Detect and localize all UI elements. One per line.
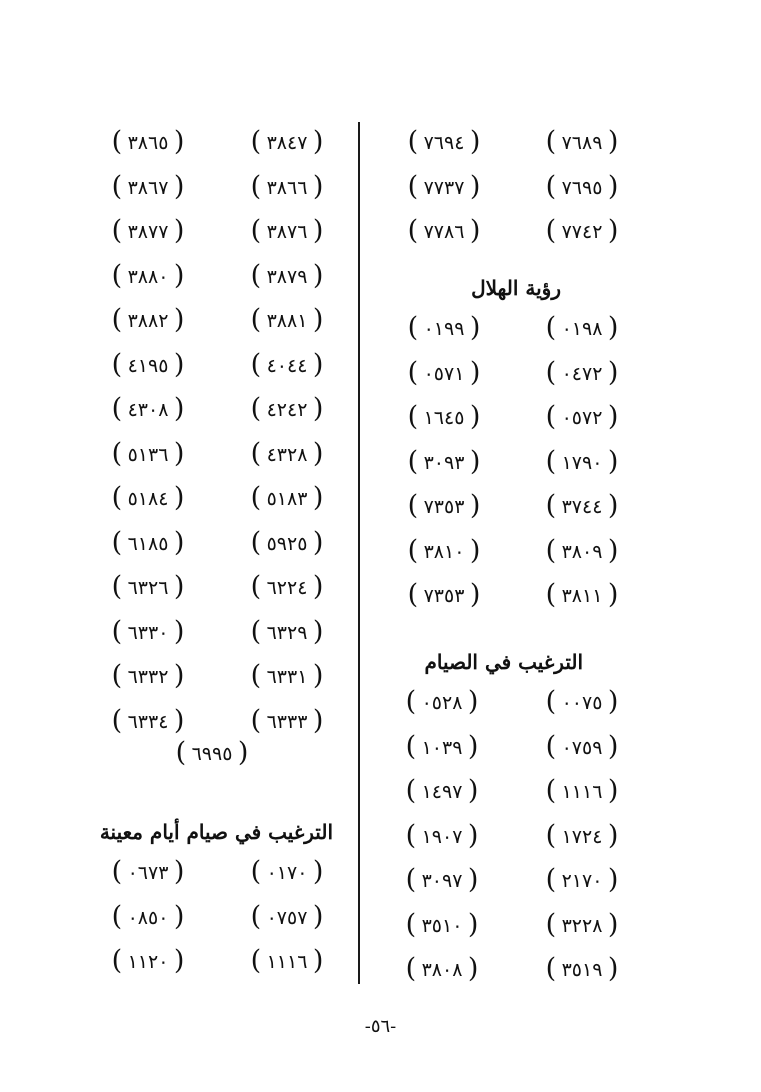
reference-number: ( ٧٧٨٦ ) xyxy=(412,216,477,248)
reference-number: ( ٣٨٠٨ ) xyxy=(410,954,475,986)
right-group3-entry-first xyxy=(538,910,626,944)
reference-number: ( ٦١٨٥ ) xyxy=(116,528,181,560)
heading-specific-days-fasting: الترغيب في صيام أيام معينة xyxy=(99,820,333,844)
reference-number: ( ٣٨٦٧ ) xyxy=(116,172,181,204)
right-group2-entry-first xyxy=(538,536,626,570)
left-group1-entry-second xyxy=(104,172,192,206)
left-group1-entry-second xyxy=(104,261,192,295)
reference-number: ( ٦٣٣٤ ) xyxy=(116,706,181,738)
reference-number: ( ٦٩٩٥ ) xyxy=(180,738,245,770)
left-group1-entry-first xyxy=(243,572,331,606)
reference-number: ( ٢١٧٠ ) xyxy=(550,865,615,897)
left-group2-entry-second xyxy=(104,946,192,980)
right-group3-entry-second xyxy=(398,865,486,899)
left-group1-entry-first xyxy=(243,706,331,740)
right-group3-entry-first xyxy=(538,687,626,721)
left-group1-entry-first xyxy=(243,127,331,161)
reference-number: ( ٧٧٣٧ ) xyxy=(412,172,477,204)
left-group1-entry-first xyxy=(243,172,331,206)
right-group1-entry-second xyxy=(400,216,488,250)
reference-number: ( ٦٣٣٠ ) xyxy=(116,617,181,649)
reference-number: ( ١٠٣٩ ) xyxy=(410,732,475,764)
right-group1-entry-second xyxy=(400,172,488,206)
heading-fasting-encouragement: الترغيب في الصيام xyxy=(424,650,583,674)
reference-number: ( ٠٦٧٣ ) xyxy=(116,857,181,889)
right-group3-entry-second xyxy=(398,954,486,988)
reference-number: ( ٦٣٣١ ) xyxy=(255,661,320,693)
right-group2-entry-second xyxy=(400,313,488,347)
left-group1-entry-second xyxy=(104,127,192,161)
left-group1-entry-second xyxy=(104,617,192,651)
right-group3-entry-first xyxy=(538,732,626,766)
reference-number: ( ٤٢٤٢ ) xyxy=(255,394,320,426)
reference-number: ( ٠٧٥٧ ) xyxy=(255,902,320,934)
right-group3-entry-first xyxy=(538,865,626,899)
reference-number: ( ٠٧٥٩ ) xyxy=(550,732,615,764)
right-group3-entry-second xyxy=(398,776,486,810)
reference-number: ( ٠٠٧٥ ) xyxy=(550,687,615,719)
left-group1-entry-first xyxy=(243,216,331,250)
left-group1-entry-first xyxy=(243,661,331,695)
reference-number: ( ٤٠٤٤ ) xyxy=(255,350,320,382)
reference-number: ( ٣٨٦٥ ) xyxy=(116,127,181,159)
right-group3-entry-first xyxy=(538,776,626,810)
right-group1-entry-first xyxy=(538,172,626,206)
right-group3-entry-second xyxy=(398,821,486,855)
left-group2-entry-second xyxy=(104,902,192,936)
reference-number: ( ٠٥٧٢ ) xyxy=(550,402,615,434)
reference-number: ( ٠١٧٠ ) xyxy=(255,857,320,889)
reference-number: ( ٣٧٤٤ ) xyxy=(550,491,615,523)
right-group3-entry-second xyxy=(398,687,486,721)
reference-number: ( ٣٢٢٨ ) xyxy=(550,910,615,942)
reference-number: ( ٥١٣٦ ) xyxy=(116,439,181,471)
reference-number: ( ٧٣٥٣ ) xyxy=(412,580,477,612)
right-group3-entry-first xyxy=(538,821,626,855)
left-group1-entry-first xyxy=(243,350,331,384)
reference-number: ( ٣٨٨١ ) xyxy=(255,305,320,337)
reference-number: ( ٦٣٣٢ ) xyxy=(116,661,181,693)
reference-number: ( ٣٨٤٧ ) xyxy=(255,127,320,159)
left-group2-entry-first xyxy=(243,902,331,936)
reference-number: ( ٦٣٣٣ ) xyxy=(255,706,320,738)
reference-number: ( ٣٨٦٦ ) xyxy=(255,172,320,204)
left-group2-entry-first xyxy=(243,946,331,980)
right-group2-entry-first xyxy=(538,313,626,347)
reference-number: ( ٧٦٩٥ ) xyxy=(550,172,615,204)
reference-number: ( ٣٨٨٠ ) xyxy=(116,261,181,293)
right-group2-entry-second xyxy=(400,358,488,392)
column-divider xyxy=(358,122,360,984)
left-group1-entry-second xyxy=(104,483,192,517)
reference-number: ( ٤٣٢٨ ) xyxy=(255,439,320,471)
right-group1-entry-second xyxy=(400,127,488,161)
reference-number: ( ١٦٤٥ ) xyxy=(412,402,477,434)
right-group2-entry-second xyxy=(400,402,488,436)
right-group1-entry-first xyxy=(538,216,626,250)
reference-number: ( ٣٠٩٣ ) xyxy=(412,447,477,479)
reference-number: ( ٣٠٩٧ ) xyxy=(410,865,475,897)
right-group2-entry-first xyxy=(538,580,626,614)
reference-number: ( ٠١٩٨ ) xyxy=(550,313,615,345)
heading-moon-sighting: رؤية الهلال xyxy=(471,276,561,300)
reference-number: ( ١١٢٠ ) xyxy=(116,946,181,978)
right-group3-entry-first xyxy=(538,954,626,988)
right-group2-entry-first xyxy=(538,358,626,392)
left-group2-entry-second xyxy=(104,857,192,891)
reference-number: ( ٣٨٠٩ ) xyxy=(550,536,615,568)
reference-number: ( ٣٨٧٧ ) xyxy=(116,216,181,248)
reference-number: ( ٣٨٧٦ ) xyxy=(255,216,320,248)
left-group1-entry-second xyxy=(104,528,192,562)
right-group2-entry-second xyxy=(400,580,488,614)
left-group1-entry-first xyxy=(243,617,331,651)
reference-number: ( ٧٦٨٩ ) xyxy=(550,127,615,159)
reference-number: ( ٣٨٨٢ ) xyxy=(116,305,181,337)
left-group1-entry-second xyxy=(104,661,192,695)
left-group1-entry-second xyxy=(104,572,192,606)
left-group1-entry-first xyxy=(243,483,331,517)
reference-number: ( ٥١٨٤ ) xyxy=(116,483,181,515)
reference-number: ( ٣٨١١ ) xyxy=(550,580,615,612)
reference-number: ( ٤٣٠٨ ) xyxy=(116,394,181,426)
page-number: -٥٦- xyxy=(364,1016,397,1037)
reference-number: ( ١٩٠٧ ) xyxy=(410,821,475,853)
reference-number: ( ٠٥٧١ ) xyxy=(412,358,477,390)
right-group2-entry-second xyxy=(400,536,488,570)
left-group1-entry-second xyxy=(104,305,192,339)
left-group2-entry-first xyxy=(243,857,331,891)
reference-number: ( ١٤٩٧ ) xyxy=(410,776,475,808)
left-single-entry xyxy=(168,738,256,772)
reference-number: ( ٠٤٧٢ ) xyxy=(550,358,615,390)
reference-number: ( ٠٥٢٨ ) xyxy=(410,687,475,719)
right-group2-entry-second xyxy=(400,491,488,525)
left-group1-entry-second xyxy=(104,350,192,384)
right-group2-entry-first xyxy=(538,447,626,481)
reference-number: ( ٦٣٢٩ ) xyxy=(255,617,320,649)
reference-number: ( ٠٨٥٠ ) xyxy=(116,902,181,934)
reference-number: ( ١٧٢٤ ) xyxy=(550,821,615,853)
right-group2-entry-first xyxy=(538,402,626,436)
right-group2-entry-second xyxy=(400,447,488,481)
reference-number: ( ١١١٦ ) xyxy=(550,776,615,808)
reference-number: ( ٧٣٥٣ ) xyxy=(412,491,477,523)
left-group1-entry-first xyxy=(243,394,331,428)
reference-number: ( ٥٩٢٥ ) xyxy=(255,528,320,560)
reference-number: ( ٤١٩٥ ) xyxy=(116,350,181,382)
right-group2-entry-first xyxy=(538,491,626,525)
reference-number: ( ٧٧٤٢ ) xyxy=(550,216,615,248)
left-group1-entry-second xyxy=(104,394,192,428)
reference-number: ( ١١١٦ ) xyxy=(255,946,320,978)
right-group3-entry-second xyxy=(398,732,486,766)
left-group1-entry-second xyxy=(104,216,192,250)
reference-number: ( ٣٨٧٩ ) xyxy=(255,261,320,293)
left-group1-entry-first xyxy=(243,439,331,473)
left-group1-entry-second xyxy=(104,706,192,740)
right-group1-entry-first xyxy=(538,127,626,161)
left-group1-entry-first xyxy=(243,305,331,339)
left-group1-entry-second xyxy=(104,439,192,473)
reference-number: ( ٥١٨٣ ) xyxy=(255,483,320,515)
reference-number: ( ٦٢٢٤ ) xyxy=(255,572,320,604)
reference-number: ( ٣٥١٠ ) xyxy=(410,910,475,942)
left-group1-entry-first xyxy=(243,261,331,295)
left-group1-entry-first xyxy=(243,528,331,562)
reference-number: ( ٧٦٩٤ ) xyxy=(412,127,477,159)
reference-number: ( ٣٥١٩ ) xyxy=(550,954,615,986)
reference-number: ( ٣٨١٠ ) xyxy=(412,536,477,568)
right-group3-entry-second xyxy=(398,910,486,944)
reference-number: ( ١٧٩٠ ) xyxy=(550,447,615,479)
reference-number: ( ٠١٩٩ ) xyxy=(412,313,477,345)
reference-number: ( ٦٣٢٦ ) xyxy=(116,572,181,604)
